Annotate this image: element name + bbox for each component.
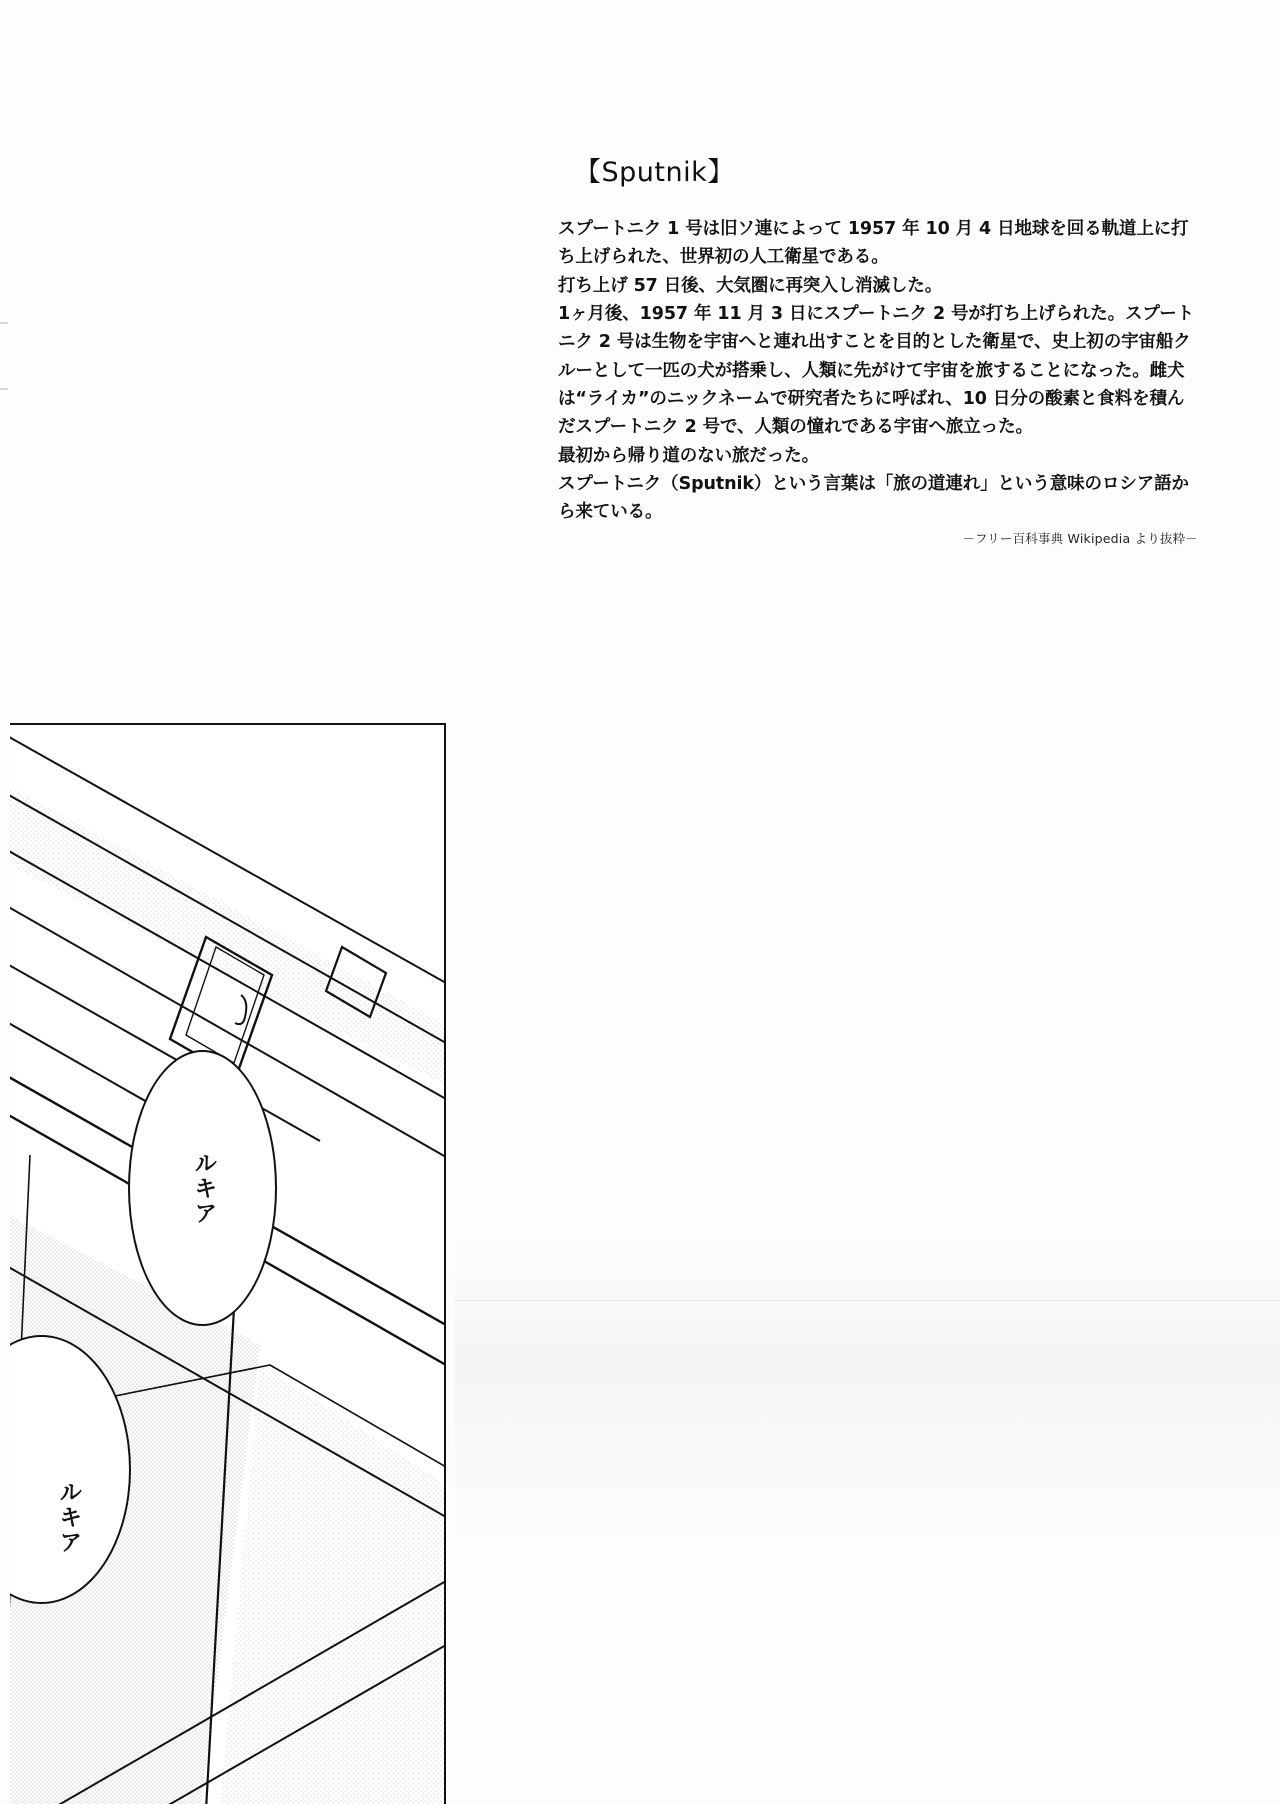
article-paragraph: 最初から帰り道のない旅だった。 (558, 445, 819, 466)
page-edge-tick (0, 322, 8, 324)
page-title: 【Sputnik】 (574, 157, 735, 188)
speech-bubble-text: ルキア (190, 1150, 217, 1226)
page-fold-line (455, 1300, 1280, 1301)
article-paragraph: 打ち上げ 57 日後、大気圏に再突入し消滅した。 (558, 275, 943, 296)
panel-border (10, 723, 446, 1804)
article-source-credit: －フリー百科事典 Wikipedia より抜粋－ (962, 530, 1198, 546)
article-paragraph: スプートニク（Sputnik）という言葉は「旅の道連れ」という意味のロシア語から来ている。 (558, 474, 1189, 523)
page-bleed-through (455, 1240, 1280, 1540)
article-paragraph: 1ヶ月後、1957 年 11 月 3 日にスプートニク 2 号が打ち上げられた。スプートニク 2 号は生物を宇宙へと連れ出すことを目的とした衛星で、史上初の宇宙船クルーとして一匹の犬が搭乗し、人類に先がけて宇宙を旅することになった。雌犬は“ライカ”のニックネームで研究者たちに呼ばれ、10 日分の酸素と食料を積んだスプートニク 2 号で、人類の憧れである宇宙へ旅立った。 (558, 304, 1195, 438)
speech-bubble-text: ルキア (55, 1480, 82, 1555)
speech-bubble (128, 1050, 277, 1326)
article-paragraph: スプートニク 1 号は旧ソ連によって 1957 年 10 月 4 日地球を回る軌道上に打ち上げられた、世界初の人工衛星である。 (558, 219, 1189, 268)
panel-artwork (10, 725, 444, 1804)
article-body (558, 215, 1198, 527)
illustration-panel (0, 715, 450, 1804)
page-edge-tick (0, 388, 8, 390)
article-text-block (558, 150, 1198, 547)
